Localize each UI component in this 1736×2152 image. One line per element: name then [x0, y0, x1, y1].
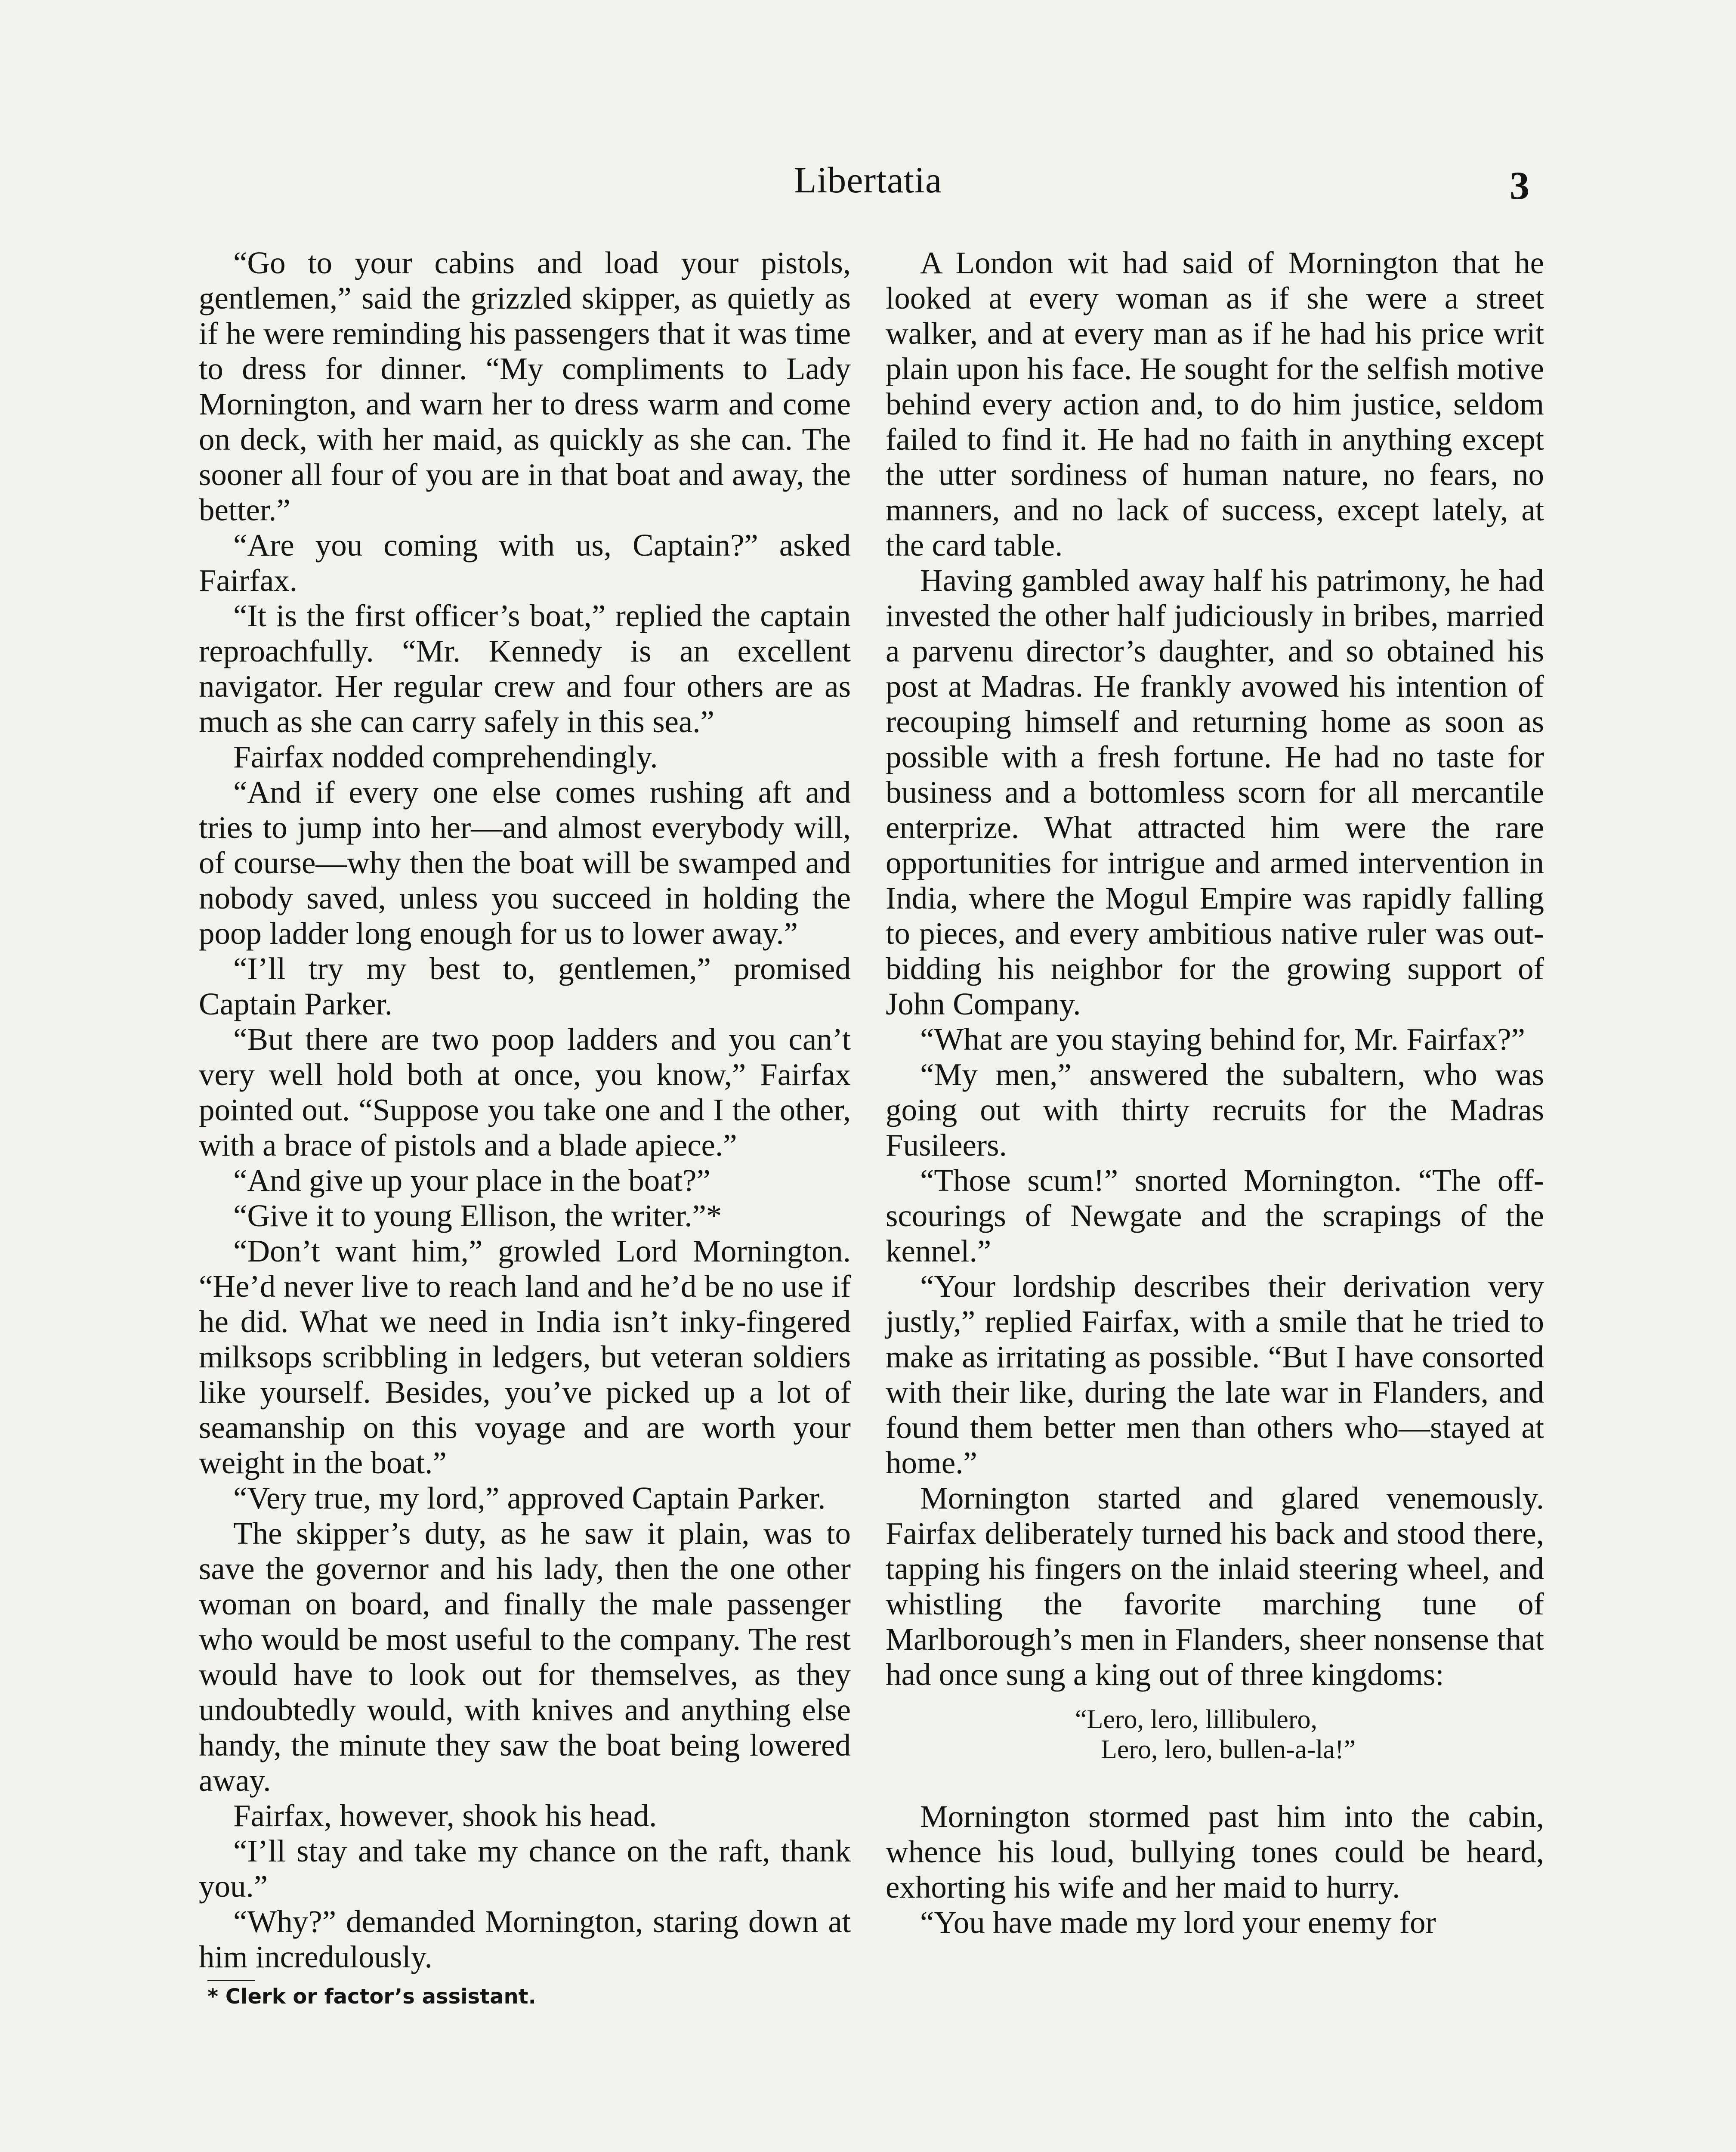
paragraph: “What are you staying behind for, Mr. Fairfax?” — [920, 1022, 1525, 1057]
paragraph: “I’ll try my best to, gentlemen,” promised Captain Parker. — [199, 951, 851, 1021]
verse-line: “Lero, lero, lillibulero, — [1075, 1705, 1317, 1734]
paragraph: “I’ll stay and take my chance on the raft, thank you.” — [199, 1834, 851, 1904]
page-number: 3 — [1510, 164, 1529, 207]
paragraph: “Those scum!” snorted Mornington. “The off-scourings of Newgate and the scrapings of the kennel.” — [886, 1163, 1544, 1268]
paragraph: “It is the first officer’s boat,” replied the captain reproachfully. “Mr. Kennedy is an excellent navigator. Her regular crew and four others are as much as she can carry safely in this sea.” — [199, 598, 851, 739]
paragraph: “But there are two poop ladders and you can’t very well hold both at once, you know,” Fairfax pointed out. “Suppose you take one and I the other, with a brace of pistols and a blade apiece.” — [199, 1022, 851, 1163]
paragraph: “Don’t want him,” growled Lord Mornington. “He’d never live to reach land and he’d be no use if he did. What we need in India isn’t inky-fingered milksops scribbling in ledgers, but veteran soldiers like yourself. Besides, you’ve picked up a lot of seamanship on this voyage and are worth your weight in the boat.” — [199, 1234, 851, 1480]
right-column — [886, 245, 1544, 1940]
paragraph: The skipper’s duty, as he saw it plain, was to save the governor and his lady, then the one other woman on board, and finally the male passenger who would be most useful to the company. The rest would have to look out for themselves, as they undoubtedly would, with knives and anything else handy, the minute they saw the boat being lowered away. — [199, 1516, 851, 1798]
left-column — [199, 245, 851, 2009]
page-header — [0, 158, 1736, 210]
paragraph: “Why?” demanded Mornington, staring down at him incredulously. — [199, 1904, 851, 1974]
paragraph: “And give up your place in the boat?” — [233, 1163, 710, 1198]
footnote: * Clerk or factor’s assistant. — [207, 1985, 536, 2009]
paragraph: “Go to your cabins and load your pistols, gentlemen,” said the grizzled skipper, as quietly as if he were reminding his passengers that it was time to dress for dinner. “My compliments to Lady Mornington, and warn her to dress warm and come on deck, with her maid, as quickly as she can. The sooner all four of you are in that boat and away, the better.” — [199, 245, 851, 527]
verse-line: Lero, lero, bullen-a-la!” — [1101, 1735, 1356, 1764]
paragraph: “My men,” answered the subaltern, who was going out with thirty recruits for the Madras Fusileers. — [886, 1057, 1544, 1163]
paragraph: “Your lordship describes their derivation very justly,” replied Fairfax, with a smile that he tried to make as irritating as possible. “But I have consorted with their like, during the late war in Flanders, and found them better men than others who—stayed at home.” — [886, 1269, 1544, 1480]
footnote-rule — [207, 1980, 255, 1981]
paragraph: “Give it to young Ellison, the writer.”* — [233, 1198, 722, 1233]
paragraph: “You have made my lord your enemy for — [920, 1905, 1436, 1940]
paragraph: Mornington started and glared venemously. Fairfax deliberately turned his back and stood there, tapping his fingers on the inlaid steering wheel, and whistling the favorite marching tune of Marlborough’s men in Flanders, sheer nonsense that had once sung a king out of three kingdoms: — [886, 1481, 1544, 1692]
paragraph: Fairfax, however, shook his head. — [233, 1798, 657, 1833]
paragraph: “Very true, my lord,” approved Captain Parker. — [233, 1481, 826, 1515]
paragraph: A London wit had said of Mornington that he looked at every woman as if she were a street walker, and at every man as if he had his price writ plain upon his face. He sought for the selfish motive behind every action and, to do him justice, seldom failed to find it. He had no faith in anything except the utter sordiness of human nature, no fears, no manners, and no lack of success, except lately, at the card table. — [886, 245, 1544, 563]
paragraph: “Are you coming with us, Captain?” asked Fairfax. — [199, 528, 851, 598]
song-verse — [886, 1704, 1544, 1765]
paragraph: Mornington stormed past him into the cabin, whence his loud, bullying tones could be heard, exhorting his wife and her maid to hurry. — [886, 1799, 1544, 1905]
running-title: Libertatia — [794, 159, 942, 201]
paragraph: Fairfax nodded comprehendingly. — [233, 739, 658, 774]
paragraph: “And if every one else comes rushing aft and tries to jump into her—and almost everybody will, of course—why then the boat will be swamped and nobody saved, unless you succeed in holding the poop ladder long enough for us to lower away.” — [199, 775, 851, 951]
paragraph: Having gambled away half his patrimony, he had invested the other half judiciously in bribes, married a parvenu director’s daughter, and so obtained his post at Madras. He frankly avowed his intention of recouping himself and returning home as soon as possible with a fresh fortune. He had no taste for business and a bottomless scorn for all mercantile enterprize. What attracted him were the rare opportunities for intrigue and armed intervention in India, where the Mogul Empire was rapidly falling to pieces, and every ambitious native ruler was out-bidding his neighbor for the growing support of John Company. — [886, 563, 1544, 1021]
